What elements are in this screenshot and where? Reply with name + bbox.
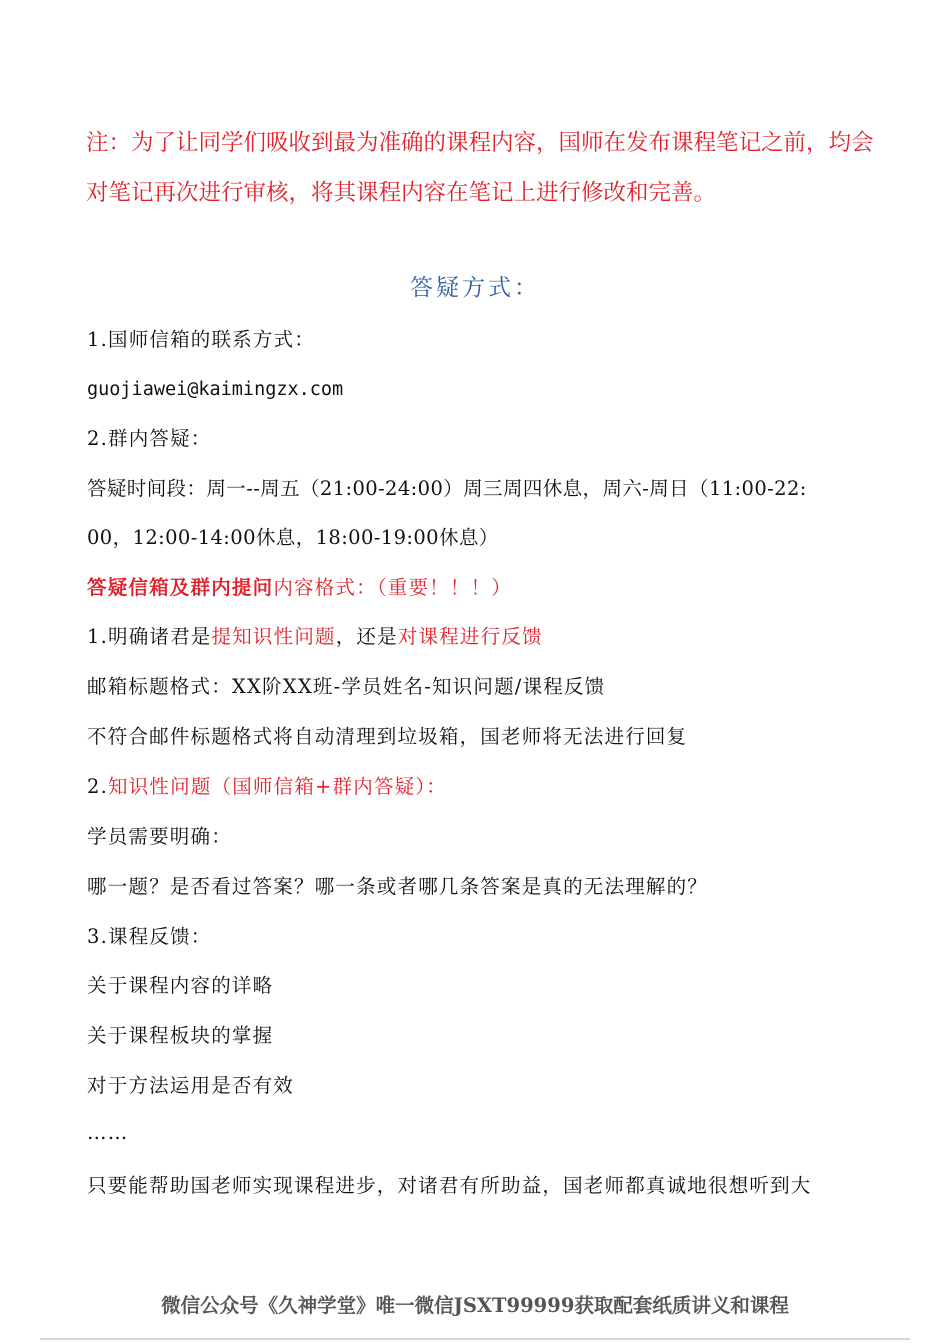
qa-time-line-1: 答疑时间段：周一--周五（21:00-24:00）周三周四休息，周六-周日（11:00-22:	[87, 477, 807, 500]
knowledge-heading	[87, 772, 877, 802]
feedback-item-2: 关于课程板块的掌握	[87, 1024, 274, 1047]
closing-line: 只要能帮助国老师实现课程进步，对诸君有所助益，国老师都真诚地很想听到大	[87, 1174, 812, 1197]
format-heading-rest: 内容格式：（重要！！！）	[273, 576, 512, 599]
knowledge-number: 2.	[87, 775, 109, 798]
junk-warning-line: 不符合邮件标题格式将自动清理到垃圾箱，国老师将无法进行回复	[87, 725, 688, 748]
ellipsis-line: ……	[87, 1121, 129, 1144]
footer-divider	[40, 1338, 910, 1340]
format-heading	[87, 573, 877, 603]
note-paragraph: 注：为了让同学们吸收到最为准确的课程内容，国师在发布课程笔记之前，均会对笔记再次进行审核，将其课程内容在笔记上进行修改和完善。	[86, 130, 874, 206]
need-line: 学员需要明确：	[87, 825, 232, 848]
mail-format-line: 邮箱标题格式：XX阶XX班-学员姓名-知识问题/课程反馈	[87, 675, 606, 698]
group-qa-line: 2.群内答疑：	[87, 427, 212, 450]
clarify-prefix: 1.明确诸君是	[87, 625, 212, 648]
qa-time-line-2: 00，12:00-14:00休息，18:00-19:00休息）	[87, 526, 499, 549]
format-heading-bold: 答疑信箱及群内提问	[87, 576, 274, 599]
clarify-line	[87, 622, 877, 652]
knowledge-text: 知识性问题（国师信箱+群内答疑）：	[108, 775, 448, 798]
clarify-middle: ，还是	[335, 625, 398, 648]
feedback-item-3: 对于方法运用是否有效	[87, 1074, 295, 1097]
section-heading: 答疑方式：	[410, 275, 540, 301]
clarify-knowledge: 提知识性问题	[211, 625, 336, 648]
feedback-heading: 3.课程反馈：	[87, 925, 212, 948]
which-line: 哪一题？是否看过答案？哪一条或者哪几条答案是真的无法理解的？	[87, 875, 709, 898]
contact-line: 1.国师信箱的联系方式：	[87, 328, 316, 351]
footer-banner: 微信公众号《久神学堂》唯一微信JSXT99999获取配套纸质讲义和课程	[161, 1294, 789, 1317]
email-address: guojiawei@kaimingzx.com	[87, 379, 344, 400]
clarify-feedback: 对课程进行反馈	[397, 625, 543, 648]
feedback-item-1: 关于课程内容的详略	[87, 974, 274, 997]
